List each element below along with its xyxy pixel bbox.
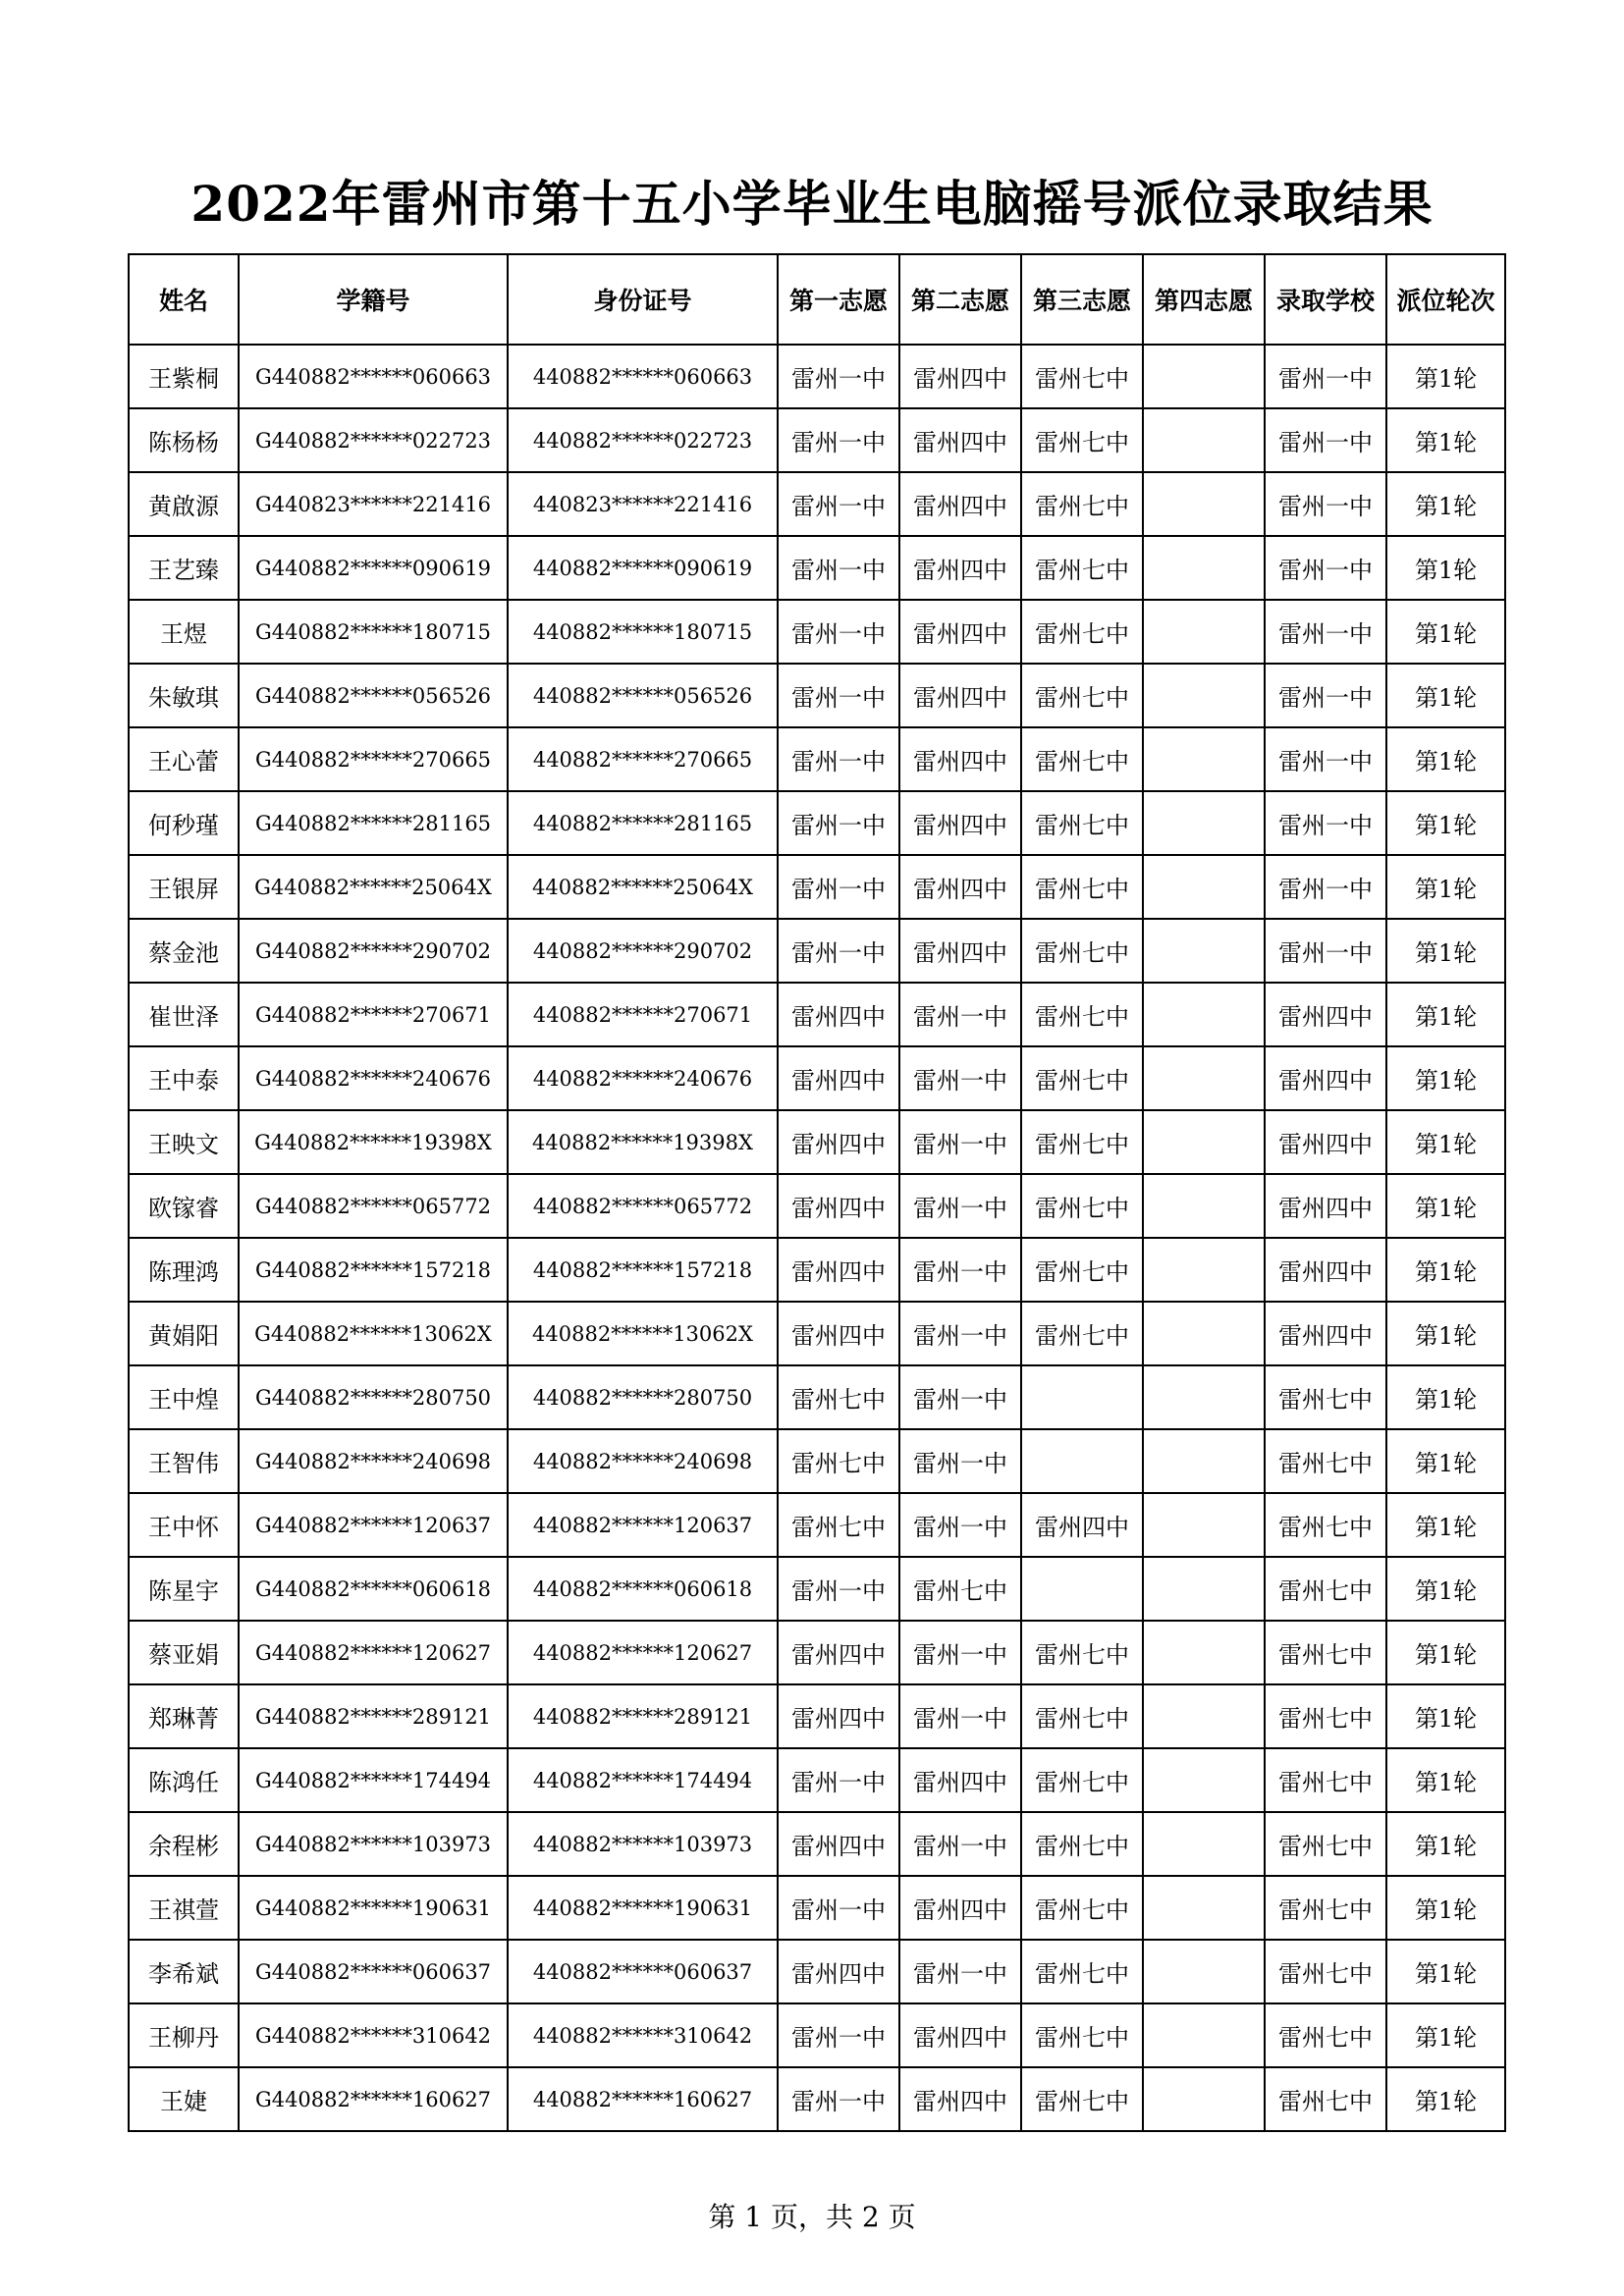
cell-round: 第1轮 — [1386, 472, 1505, 536]
cell-name: 王中怀 — [129, 1493, 239, 1557]
cell-name: 欧镓睿 — [129, 1174, 239, 1238]
cell-name: 王映文 — [129, 1110, 239, 1174]
cell-admitted-school: 雷州四中 — [1265, 1110, 1386, 1174]
cell-choice-1: 雷州四中 — [778, 1812, 899, 1876]
cell-choice-4 — [1143, 664, 1265, 727]
cell-choice-1: 雷州七中 — [778, 1429, 899, 1493]
cell-choice-2: 雷州四中 — [899, 536, 1021, 600]
cell-choice-1: 雷州一中 — [778, 1748, 899, 1812]
cell-student-id: G440882******060637 — [239, 1940, 508, 2003]
cell-id-card: 440882******160627 — [508, 2067, 778, 2131]
cell-choice-1: 雷州四中 — [778, 1621, 899, 1684]
cell-choice-4 — [1143, 2067, 1265, 2131]
cell-choice-3 — [1021, 1557, 1143, 1621]
cell-admitted-school: 雷州七中 — [1265, 1748, 1386, 1812]
cell-admitted-school: 雷州一中 — [1265, 472, 1386, 536]
cell-id-card: 440882******19398X — [508, 1110, 778, 1174]
cell-choice-4 — [1143, 1174, 1265, 1238]
cell-choice-2: 雷州一中 — [899, 1429, 1021, 1493]
cell-id-card: 440882******022723 — [508, 408, 778, 472]
cell-choice-2: 雷州一中 — [899, 1940, 1021, 2003]
table-row — [129, 1621, 1505, 1684]
cell-admitted-school: 雷州一中 — [1265, 345, 1386, 408]
cell-student-id: G440882******180715 — [239, 600, 508, 664]
cell-admitted-school: 雷州七中 — [1265, 2067, 1386, 2131]
cell-choice-3: 雷州七中 — [1021, 1621, 1143, 1684]
table-row — [129, 919, 1505, 983]
cell-choice-2: 雷州一中 — [899, 1684, 1021, 1748]
cell-choice-1: 雷州一中 — [778, 345, 899, 408]
cell-choice-4 — [1143, 1812, 1265, 1876]
header-choice-4: 第四志愿 — [1143, 254, 1265, 345]
cell-admitted-school: 雷州一中 — [1265, 727, 1386, 791]
cell-choice-3: 雷州七中 — [1021, 855, 1143, 919]
cell-choice-4 — [1143, 1110, 1265, 1174]
cell-choice-3: 雷州七中 — [1021, 1748, 1143, 1812]
header-name: 姓名 — [129, 254, 239, 345]
cell-choice-2: 雷州四中 — [899, 727, 1021, 791]
cell-id-card: 440882******13062X — [508, 1302, 778, 1365]
cell-choice-2: 雷州四中 — [899, 664, 1021, 727]
cell-id-card: 440882******280750 — [508, 1365, 778, 1429]
cell-student-id: G440882******174494 — [239, 1748, 508, 1812]
cell-choice-3: 雷州七中 — [1021, 1238, 1143, 1302]
cell-choice-3: 雷州七中 — [1021, 1174, 1143, 1238]
cell-choice-4 — [1143, 1621, 1265, 1684]
cell-student-id: G440882******060663 — [239, 345, 508, 408]
cell-choice-3: 雷州七中 — [1021, 2003, 1143, 2067]
cell-choice-4 — [1143, 1046, 1265, 1110]
cell-choice-4 — [1143, 345, 1265, 408]
cell-choice-1: 雷州一中 — [778, 2003, 899, 2067]
cell-id-card: 440882******056526 — [508, 664, 778, 727]
cell-choice-3: 雷州七中 — [1021, 1684, 1143, 1748]
cell-admitted-school: 雷州一中 — [1265, 408, 1386, 472]
cell-choice-3: 雷州七中 — [1021, 664, 1143, 727]
cell-student-id: G440882******120627 — [239, 1621, 508, 1684]
table-row — [129, 1238, 1505, 1302]
cell-id-card: 440882******065772 — [508, 1174, 778, 1238]
cell-admitted-school: 雷州一中 — [1265, 855, 1386, 919]
cell-admitted-school: 雷州七中 — [1265, 1557, 1386, 1621]
cell-choice-4 — [1143, 536, 1265, 600]
cell-round: 第1轮 — [1386, 1940, 1505, 2003]
cell-choice-3: 雷州七中 — [1021, 1302, 1143, 1365]
cell-choice-2: 雷州一中 — [899, 1302, 1021, 1365]
cell-id-card: 440882******270671 — [508, 983, 778, 1046]
cell-round: 第1轮 — [1386, 983, 1505, 1046]
cell-id-card: 440882******060618 — [508, 1557, 778, 1621]
cell-name: 王柳丹 — [129, 2003, 239, 2067]
cell-choice-2: 雷州四中 — [899, 345, 1021, 408]
cell-choice-3: 雷州七中 — [1021, 1940, 1143, 2003]
cell-name: 王祺萱 — [129, 1876, 239, 1940]
cell-choice-4 — [1143, 1238, 1265, 1302]
cell-choice-2: 雷州四中 — [899, 600, 1021, 664]
cell-choice-4 — [1143, 791, 1265, 855]
cell-choice-3: 雷州七中 — [1021, 536, 1143, 600]
cell-name: 黄娟阳 — [129, 1302, 239, 1365]
cell-admitted-school: 雷州四中 — [1265, 1174, 1386, 1238]
cell-choice-4 — [1143, 727, 1265, 791]
cell-student-id: G440882******240676 — [239, 1046, 508, 1110]
cell-choice-3: 雷州七中 — [1021, 1812, 1143, 1876]
cell-name: 王智伟 — [129, 1429, 239, 1493]
cell-round: 第1轮 — [1386, 1493, 1505, 1557]
cell-round: 第1轮 — [1386, 919, 1505, 983]
cell-choice-3: 雷州七中 — [1021, 1876, 1143, 1940]
cell-choice-1: 雷州一中 — [778, 919, 899, 983]
cell-choice-3: 雷州七中 — [1021, 1110, 1143, 1174]
cell-name: 王紫桐 — [129, 345, 239, 408]
cell-choice-2: 雷州一中 — [899, 1812, 1021, 1876]
cell-round: 第1轮 — [1386, 855, 1505, 919]
cell-id-card: 440882******240676 — [508, 1046, 778, 1110]
cell-student-id: G440882******290702 — [239, 919, 508, 983]
table-row — [129, 1110, 1505, 1174]
table-row — [129, 1429, 1505, 1493]
cell-admitted-school: 雷州四中 — [1265, 983, 1386, 1046]
cell-id-card: 440882******120637 — [508, 1493, 778, 1557]
cell-choice-1: 雷州四中 — [778, 1110, 899, 1174]
cell-student-id: G440823******221416 — [239, 472, 508, 536]
cell-id-card: 440882******25064X — [508, 855, 778, 919]
cell-choice-2: 雷州一中 — [899, 1365, 1021, 1429]
page-footer: 第 1 页，共 2 页 — [708, 2201, 916, 2233]
cell-student-id: G440882******103973 — [239, 1812, 508, 1876]
cell-name: 陈理鸿 — [129, 1238, 239, 1302]
table-row — [129, 855, 1505, 919]
cell-choice-1: 雷州七中 — [778, 1365, 899, 1429]
cell-student-id: G440882******090619 — [239, 536, 508, 600]
table-row — [129, 1812, 1505, 1876]
table-row — [129, 1365, 1505, 1429]
table-row — [129, 2003, 1505, 2067]
cell-id-card: 440882******060663 — [508, 345, 778, 408]
cell-round: 第1轮 — [1386, 1302, 1505, 1365]
cell-choice-4 — [1143, 919, 1265, 983]
header-student-id: 学籍号 — [239, 254, 508, 345]
cell-choice-2: 雷州四中 — [899, 472, 1021, 536]
cell-round: 第1轮 — [1386, 1876, 1505, 1940]
cell-round: 第1轮 — [1386, 1812, 1505, 1876]
cell-choice-2: 雷州一中 — [899, 1493, 1021, 1557]
cell-choice-3: 雷州四中 — [1021, 1493, 1143, 1557]
cell-id-card: 440882******103973 — [508, 1812, 778, 1876]
cell-choice-4 — [1143, 1684, 1265, 1748]
cell-name: 郑琳菁 — [129, 1684, 239, 1748]
cell-round: 第1轮 — [1386, 1046, 1505, 1110]
cell-choice-2: 雷州四中 — [899, 408, 1021, 472]
cell-choice-2: 雷州一中 — [899, 1174, 1021, 1238]
cell-round: 第1轮 — [1386, 408, 1505, 472]
cell-choice-4 — [1143, 600, 1265, 664]
cell-id-card: 440882******090619 — [508, 536, 778, 600]
cell-id-card: 440882******174494 — [508, 1748, 778, 1812]
cell-choice-1: 雷州四中 — [778, 1302, 899, 1365]
cell-id-card: 440882******240698 — [508, 1429, 778, 1493]
cell-round: 第1轮 — [1386, 791, 1505, 855]
cell-choice-4 — [1143, 2003, 1265, 2067]
cell-name: 陈鸿任 — [129, 1748, 239, 1812]
table-row — [129, 1557, 1505, 1621]
header-admitted-school: 录取学校 — [1265, 254, 1386, 345]
cell-choice-4 — [1143, 983, 1265, 1046]
cell-choice-2: 雷州一中 — [899, 1621, 1021, 1684]
cell-round: 第1轮 — [1386, 2003, 1505, 2067]
cell-name: 黄啟源 — [129, 472, 239, 536]
cell-admitted-school: 雷州四中 — [1265, 1302, 1386, 1365]
cell-choice-2: 雷州四中 — [899, 1748, 1021, 1812]
cell-student-id: G440882******280750 — [239, 1365, 508, 1429]
cell-id-card: 440823******221416 — [508, 472, 778, 536]
table-row — [129, 2067, 1505, 2131]
table-row — [129, 983, 1505, 1046]
cell-choice-4 — [1143, 1429, 1265, 1493]
cell-choice-4 — [1143, 1557, 1265, 1621]
cell-choice-1: 雷州一中 — [778, 536, 899, 600]
cell-round: 第1轮 — [1386, 1174, 1505, 1238]
cell-name: 王艺臻 — [129, 536, 239, 600]
cell-round: 第1轮 — [1386, 536, 1505, 600]
table-row — [129, 664, 1505, 727]
cell-name: 朱敏琪 — [129, 664, 239, 727]
cell-choice-1: 雷州一中 — [778, 855, 899, 919]
header-round: 派位轮次 — [1386, 254, 1505, 345]
cell-admitted-school: 雷州七中 — [1265, 1621, 1386, 1684]
cell-choice-1: 雷州四中 — [778, 1684, 899, 1748]
cell-choice-2: 雷州一中 — [899, 1110, 1021, 1174]
cell-id-card: 440882******157218 — [508, 1238, 778, 1302]
header-choice-1: 第一志愿 — [778, 254, 899, 345]
cell-choice-1: 雷州一中 — [778, 727, 899, 791]
cell-choice-2: 雷州四中 — [899, 919, 1021, 983]
cell-student-id: G440882******056526 — [239, 664, 508, 727]
cell-student-id: G440882******157218 — [239, 1238, 508, 1302]
cell-choice-3: 雷州七中 — [1021, 919, 1143, 983]
cell-student-id: G440882******25064X — [239, 855, 508, 919]
cell-admitted-school: 雷州四中 — [1265, 1046, 1386, 1110]
cell-student-id: G440882******13062X — [239, 1302, 508, 1365]
cell-choice-1: 雷州一中 — [778, 1557, 899, 1621]
cell-choice-4 — [1143, 855, 1265, 919]
cell-choice-3: 雷州七中 — [1021, 791, 1143, 855]
cell-name: 崔世泽 — [129, 983, 239, 1046]
cell-choice-3: 雷州七中 — [1021, 983, 1143, 1046]
cell-choice-4 — [1143, 1940, 1265, 2003]
results-table-container — [128, 253, 1506, 2132]
cell-name: 陈星宇 — [129, 1557, 239, 1621]
cell-student-id: G440882******160627 — [239, 2067, 508, 2131]
cell-choice-2: 雷州七中 — [899, 1557, 1021, 1621]
cell-student-id: G440882******060618 — [239, 1557, 508, 1621]
cell-admitted-school: 雷州七中 — [1265, 2003, 1386, 2067]
cell-student-id: G440882******270671 — [239, 983, 508, 1046]
cell-round: 第1轮 — [1386, 727, 1505, 791]
cell-admitted-school: 雷州一中 — [1265, 536, 1386, 600]
cell-choice-2: 雷州四中 — [899, 791, 1021, 855]
cell-choice-3: 雷州七中 — [1021, 727, 1143, 791]
cell-admitted-school: 雷州七中 — [1265, 1493, 1386, 1557]
table-row — [129, 1876, 1505, 1940]
cell-choice-1: 雷州四中 — [778, 1174, 899, 1238]
cell-admitted-school: 雷州七中 — [1265, 1365, 1386, 1429]
cell-round: 第1轮 — [1386, 1429, 1505, 1493]
cell-student-id: G440882******270665 — [239, 727, 508, 791]
cell-student-id: G440882******190631 — [239, 1876, 508, 1940]
table-row — [129, 536, 1505, 600]
table-row — [129, 472, 1505, 536]
cell-name: 王中泰 — [129, 1046, 239, 1110]
cell-choice-4 — [1143, 1365, 1265, 1429]
cell-choice-2: 雷州一中 — [899, 1238, 1021, 1302]
cell-choice-2: 雷州一中 — [899, 1046, 1021, 1110]
cell-student-id: G440882******310642 — [239, 2003, 508, 2067]
cell-choice-1: 雷州一中 — [778, 2067, 899, 2131]
header-row — [129, 254, 1505, 345]
cell-choice-1: 雷州一中 — [778, 600, 899, 664]
cell-choice-1: 雷州一中 — [778, 472, 899, 536]
cell-choice-3: 雷州七中 — [1021, 472, 1143, 536]
cell-choice-1: 雷州四中 — [778, 1940, 899, 2003]
cell-choice-3: 雷州七中 — [1021, 600, 1143, 664]
cell-choice-1: 雷州一中 — [778, 791, 899, 855]
cell-id-card: 440882******120627 — [508, 1621, 778, 1684]
cell-round: 第1轮 — [1386, 600, 1505, 664]
cell-name: 王煜 — [129, 600, 239, 664]
cell-name: 王银屏 — [129, 855, 239, 919]
cell-name: 王中煌 — [129, 1365, 239, 1429]
cell-choice-2: 雷州一中 — [899, 983, 1021, 1046]
cell-id-card: 440882******289121 — [508, 1684, 778, 1748]
cell-choice-1: 雷州一中 — [778, 408, 899, 472]
cell-choice-2: 雷州四中 — [899, 1876, 1021, 1940]
cell-student-id: G440882******240698 — [239, 1429, 508, 1493]
cell-name: 何秒瑾 — [129, 791, 239, 855]
table-row — [129, 1046, 1505, 1110]
cell-round: 第1轮 — [1386, 345, 1505, 408]
cell-id-card: 440882******270665 — [508, 727, 778, 791]
cell-round: 第1轮 — [1386, 1621, 1505, 1684]
table-row — [129, 1748, 1505, 1812]
cell-admitted-school: 雷州七中 — [1265, 1876, 1386, 1940]
cell-choice-3 — [1021, 1365, 1143, 1429]
cell-choice-4 — [1143, 408, 1265, 472]
cell-round: 第1轮 — [1386, 2067, 1505, 2131]
table-body — [129, 345, 1505, 2131]
cell-choice-1: 雷州四中 — [778, 1238, 899, 1302]
cell-id-card: 440882******290702 — [508, 919, 778, 983]
results-table — [128, 253, 1506, 2132]
cell-choice-4 — [1143, 1876, 1265, 1940]
cell-choice-3: 雷州七中 — [1021, 1046, 1143, 1110]
header-choice-3: 第三志愿 — [1021, 254, 1143, 345]
cell-choice-1: 雷州七中 — [778, 1493, 899, 1557]
cell-student-id: G440882******120637 — [239, 1493, 508, 1557]
cell-admitted-school: 雷州一中 — [1265, 600, 1386, 664]
cell-student-id: G440882******289121 — [239, 1684, 508, 1748]
cell-name: 陈杨杨 — [129, 408, 239, 472]
table-row — [129, 1684, 1505, 1748]
cell-name: 余程彬 — [129, 1812, 239, 1876]
header-id-card: 身份证号 — [508, 254, 778, 345]
table-row — [129, 1302, 1505, 1365]
cell-student-id: G440882******065772 — [239, 1174, 508, 1238]
cell-choice-2: 雷州四中 — [899, 2067, 1021, 2131]
cell-admitted-school: 雷州七中 — [1265, 1684, 1386, 1748]
cell-id-card: 440882******310642 — [508, 2003, 778, 2067]
table-row — [129, 345, 1505, 408]
cell-student-id: G440882******281165 — [239, 791, 508, 855]
cell-admitted-school: 雷州七中 — [1265, 1940, 1386, 2003]
cell-id-card: 440882******180715 — [508, 600, 778, 664]
cell-choice-1: 雷州一中 — [778, 1876, 899, 1940]
cell-choice-2: 雷州四中 — [899, 855, 1021, 919]
table-row — [129, 408, 1505, 472]
cell-admitted-school: 雷州一中 — [1265, 791, 1386, 855]
cell-id-card: 440882******281165 — [508, 791, 778, 855]
cell-student-id: G440882******022723 — [239, 408, 508, 472]
cell-choice-4 — [1143, 472, 1265, 536]
cell-name: 蔡亚娟 — [129, 1621, 239, 1684]
cell-round: 第1轮 — [1386, 1110, 1505, 1174]
cell-choice-2: 雷州四中 — [899, 2003, 1021, 2067]
cell-choice-4 — [1143, 1302, 1265, 1365]
header-choice-2: 第二志愿 — [899, 254, 1021, 345]
cell-admitted-school: 雷州七中 — [1265, 1429, 1386, 1493]
cell-name: 王心蕾 — [129, 727, 239, 791]
cell-id-card: 440882******190631 — [508, 1876, 778, 1940]
cell-round: 第1轮 — [1386, 1748, 1505, 1812]
cell-round: 第1轮 — [1386, 1238, 1505, 1302]
cell-choice-4 — [1143, 1493, 1265, 1557]
cell-choice-3 — [1021, 1429, 1143, 1493]
cell-choice-3: 雷州七中 — [1021, 345, 1143, 408]
page-title: 2022年雷州市第十五小学毕业生电脑摇号派位录取结果 — [190, 175, 1434, 233]
table-row — [129, 791, 1505, 855]
cell-admitted-school: 雷州一中 — [1265, 664, 1386, 727]
cell-choice-4 — [1143, 1748, 1265, 1812]
table-row — [129, 1493, 1505, 1557]
cell-round: 第1轮 — [1386, 1557, 1505, 1621]
cell-round: 第1轮 — [1386, 1365, 1505, 1429]
cell-round: 第1轮 — [1386, 664, 1505, 727]
cell-round: 第1轮 — [1386, 1684, 1505, 1748]
cell-student-id: G440882******19398X — [239, 1110, 508, 1174]
cell-choice-1: 雷州四中 — [778, 983, 899, 1046]
table-row — [129, 727, 1505, 791]
table-row — [129, 1174, 1505, 1238]
cell-id-card: 440882******060637 — [508, 1940, 778, 2003]
table-row — [129, 600, 1505, 664]
cell-admitted-school: 雷州一中 — [1265, 919, 1386, 983]
cell-name: 王婕 — [129, 2067, 239, 2131]
cell-name: 蔡金池 — [129, 919, 239, 983]
cell-choice-1: 雷州一中 — [778, 664, 899, 727]
cell-choice-3: 雷州七中 — [1021, 2067, 1143, 2131]
cell-name: 李希斌 — [129, 1940, 239, 2003]
cell-admitted-school: 雷州七中 — [1265, 1812, 1386, 1876]
cell-choice-1: 雷州四中 — [778, 1046, 899, 1110]
cell-admitted-school: 雷州四中 — [1265, 1238, 1386, 1302]
table-row — [129, 1940, 1505, 2003]
cell-choice-3: 雷州七中 — [1021, 408, 1143, 472]
